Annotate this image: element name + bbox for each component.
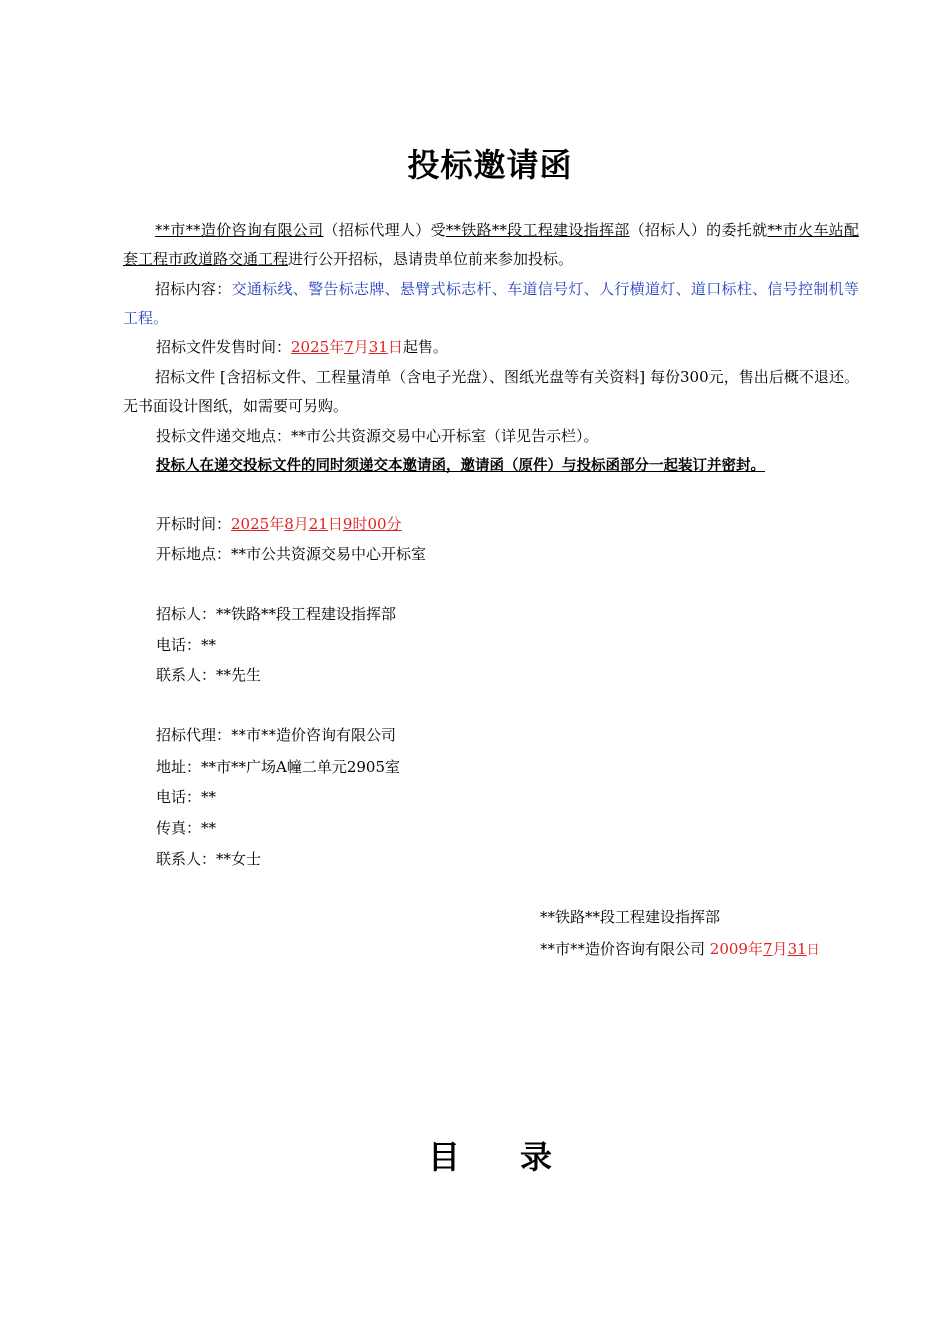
signature-month: 7: [763, 940, 773, 958]
open-hour-unit: 时: [352, 515, 368, 533]
agent-address: 地址：**市**广场A幢二单元2905室: [156, 758, 401, 776]
agent-role: （招标代理人）受: [323, 221, 446, 239]
signature-org1: **铁路**段工程建设指挥部: [540, 908, 721, 926]
open-year: 2025: [231, 515, 270, 533]
toc-heading: [0, 1132, 950, 1178]
sale-year-unit: 年: [329, 338, 345, 356]
signature-line: [540, 934, 860, 966]
open-month-unit: 月: [293, 515, 309, 533]
intro-tail: 进行公开招标，恳请贵单位前来参加投标。: [288, 250, 574, 268]
signature-day: 31: [787, 940, 807, 958]
tenderer-contact: 联系人：**先生: [156, 666, 262, 684]
toc-char-2: 录: [520, 1138, 553, 1176]
open-minute-unit: 分: [386, 515, 402, 533]
intro-paragraph: [123, 216, 859, 274]
owner-role: （招标人）的委托就: [629, 221, 768, 239]
notice-line: 投标人在递交投标文件的同时须递交本邀请函，邀请函（原件）与投标函部分一起装订并密封。: [156, 458, 765, 474]
signature-month-unit: 月: [772, 940, 788, 958]
submit-place: 投标文件递交地点：**市公共资源交易中心开标室（详见告示栏）。: [156, 427, 599, 445]
page-title: 投标邀请函: [407, 146, 573, 184]
agent-name: **市**造价咨询有限公司: [155, 221, 324, 239]
signature-org2: **市**造价咨询有限公司: [540, 940, 706, 958]
open-year-unit: 年: [269, 515, 285, 533]
open-day: 21: [308, 515, 328, 533]
sale-month-unit: 月: [353, 338, 369, 356]
content-text: 交通标线、警告标志牌、悬臂式标志杆、车道信号灯、人行横道灯、道口标柱、信号控制机等工程。: [123, 280, 859, 327]
tenderer-phone: 电话：**: [156, 636, 217, 654]
content-label: 招标内容：: [155, 280, 232, 298]
tenderer-name: 招标人：**铁路**段工程建设指挥部: [156, 605, 397, 623]
agent-company: **市**造价咨询有限公司: [231, 726, 397, 744]
project-name: **市火车站配套工程市政道路交通工程: [123, 221, 859, 268]
price-paragraph: 招标文件 [含招标文件、工程量清单（含电子光盘）、图纸光盘等有关资料] 每份300元，售出后概不退还。无书面设计图纸，如需要可另购。: [123, 368, 859, 415]
sale-day: 31: [368, 338, 388, 356]
agent-label: 招标代理：: [156, 726, 232, 744]
open-hour: 9: [342, 515, 353, 533]
owner-name: **铁路**段工程建设指挥部: [445, 221, 630, 239]
agent-contact: 联系人：**女士: [156, 850, 262, 868]
sale-month: 7: [344, 338, 354, 356]
content-paragraph: [123, 275, 859, 333]
open-day-unit: 日: [327, 515, 343, 533]
signature-year: 2009: [709, 940, 748, 958]
sale-time-tail: 起售。: [402, 338, 448, 356]
agent-fax: 传真：**: [156, 819, 217, 837]
open-month: 8: [284, 515, 294, 533]
open-time-line: [156, 510, 402, 539]
open-place: 开标地点：**市公共资源交易中心开标室: [156, 545, 427, 563]
signature-year-unit: 年: [747, 940, 763, 958]
open-time-label: 开标时间：: [156, 515, 232, 533]
sale-year: 2025: [291, 338, 330, 356]
agent-phone: 电话：**: [156, 788, 217, 806]
agent-line: [156, 721, 396, 750]
sale-day-unit: 日: [387, 338, 403, 356]
open-minute: 00: [367, 515, 387, 533]
sale-time-label: 招标文件发售时间：: [156, 338, 292, 356]
signature-day-unit: 日: [806, 943, 820, 958]
sale-time-line: [156, 333, 448, 362]
toc-char-1: 目: [427, 1138, 460, 1176]
